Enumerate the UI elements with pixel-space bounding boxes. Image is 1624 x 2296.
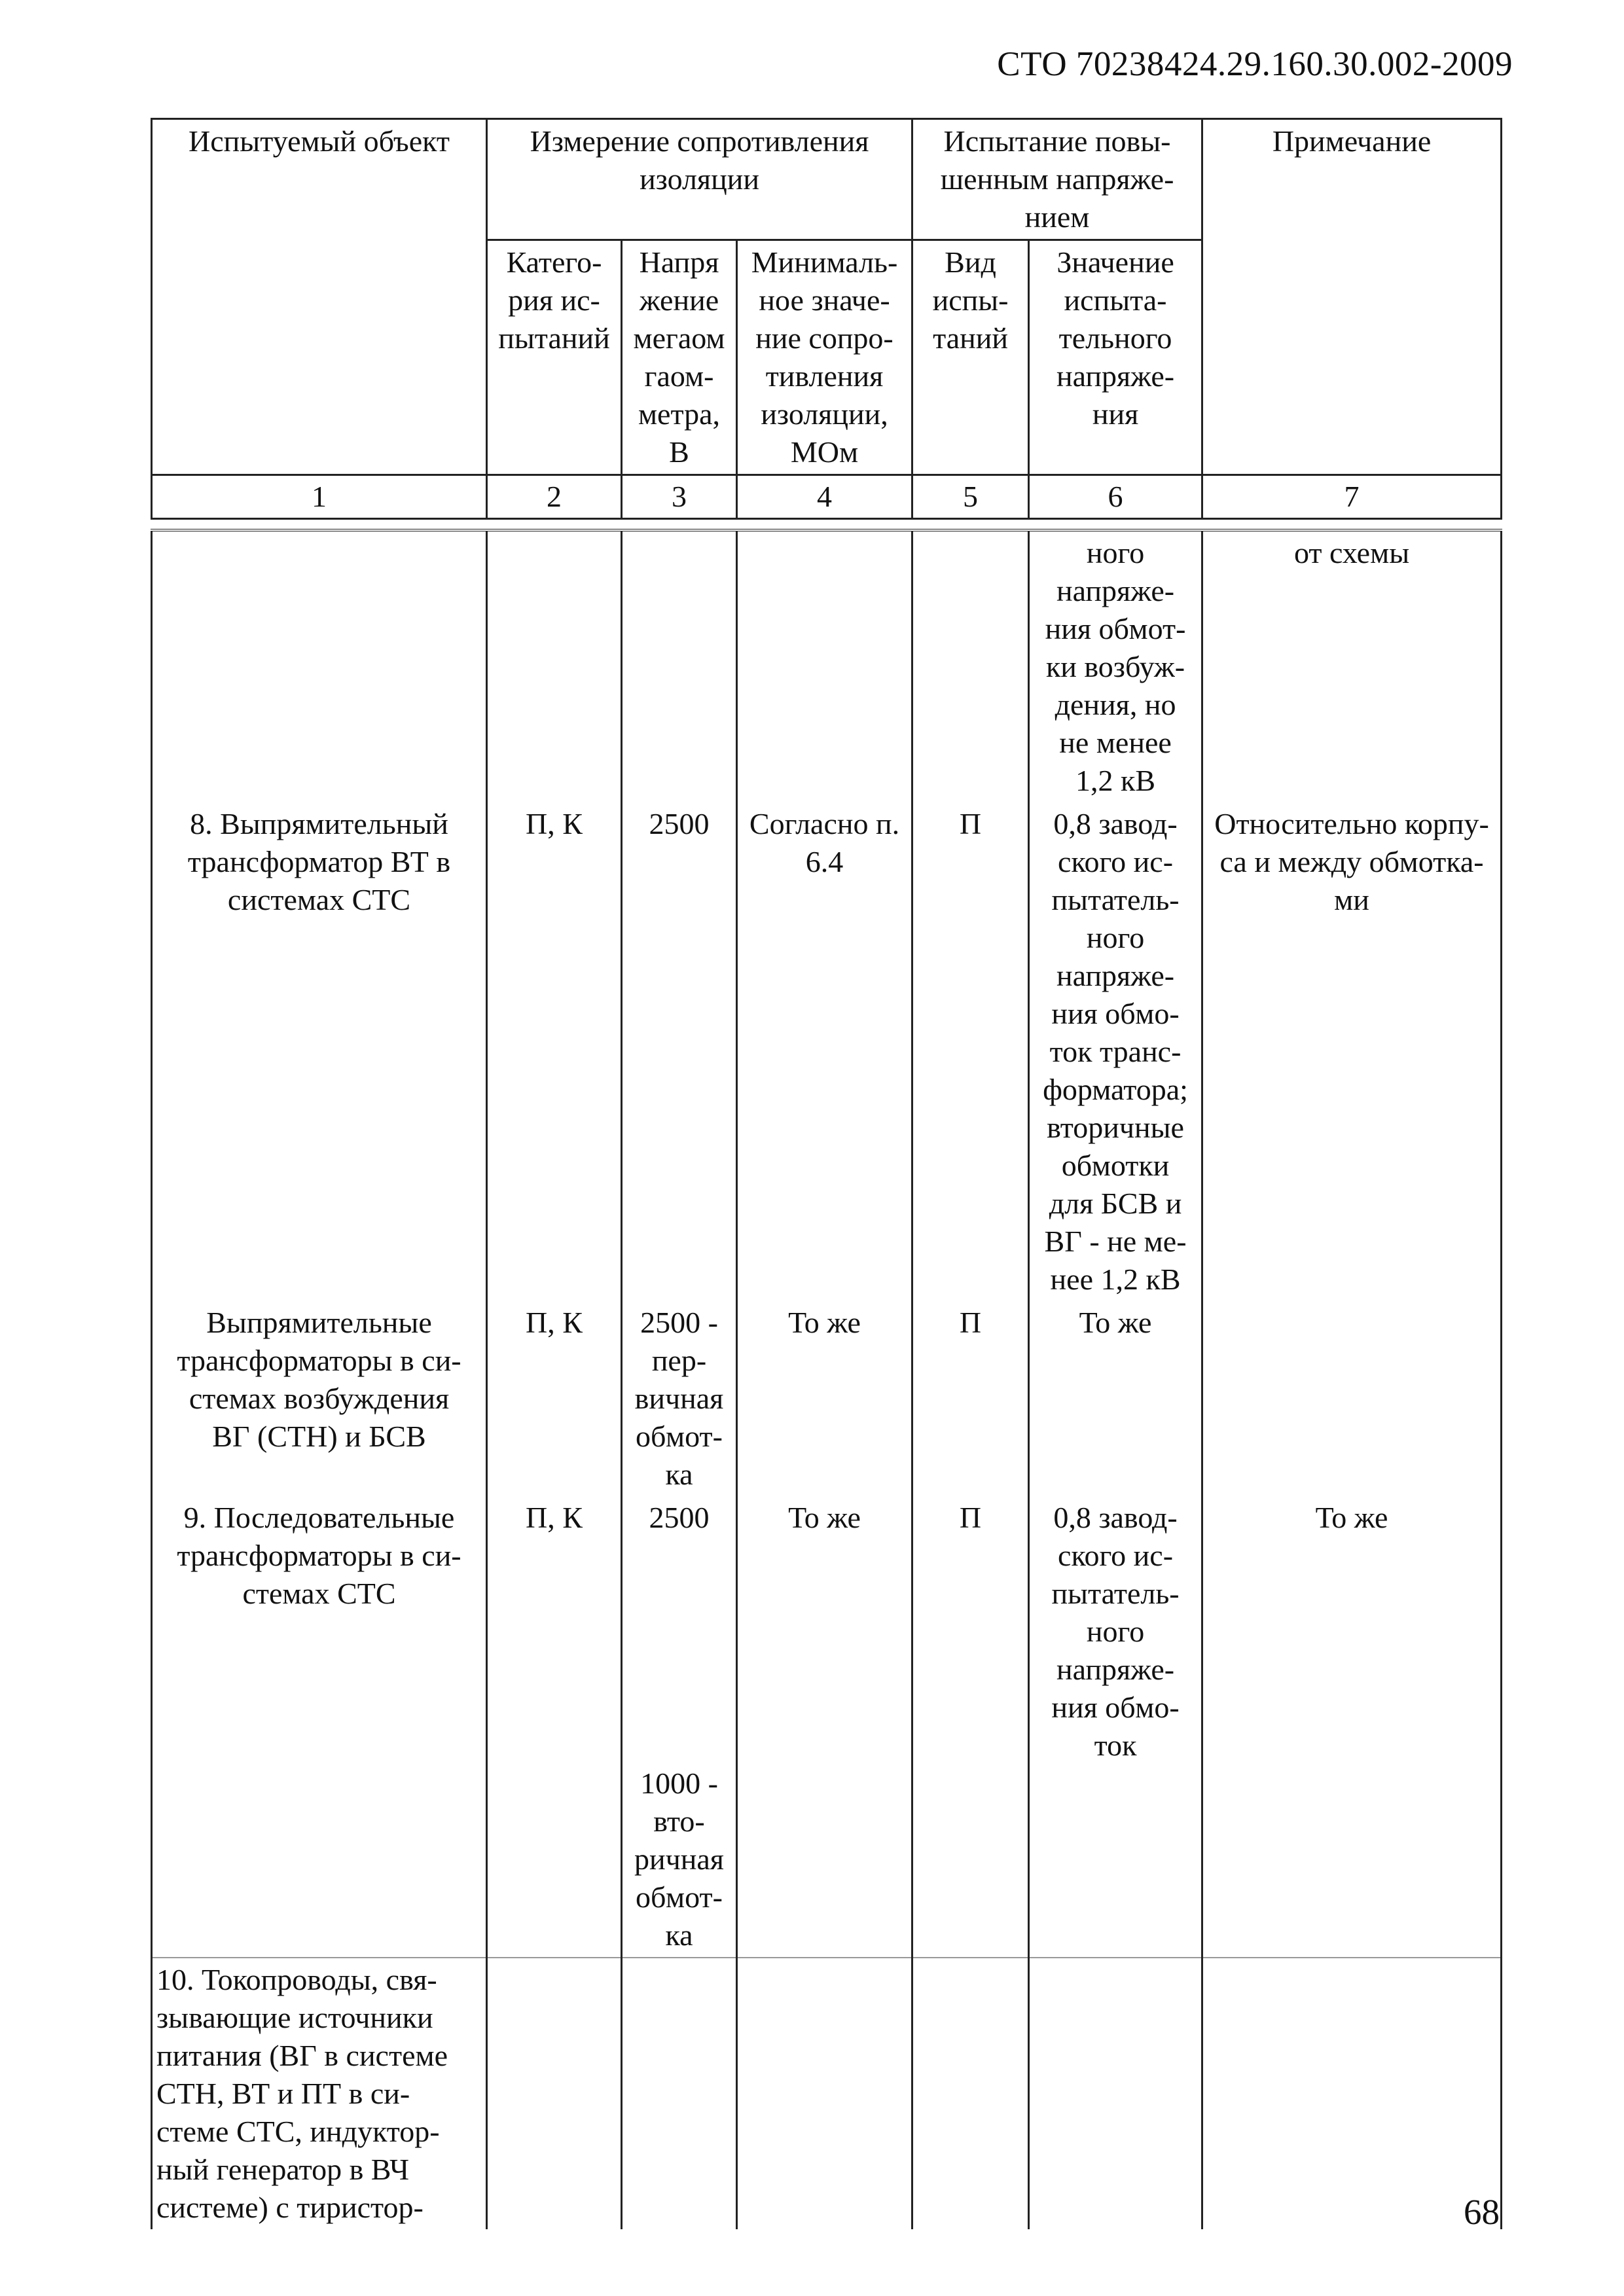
header-category: Катего- рия ис- пытаний	[487, 240, 622, 475]
cell-category: П, К	[487, 802, 622, 1301]
cell-test-value: ного напряже- ния обмот- ки возбуж- дения, но не менее 1,2 кВ	[1029, 530, 1202, 802]
column-number: 6	[1029, 475, 1202, 519]
header-min-resistance: Минималь- ное значе- ние сопро- тивления изоляции, МОм	[737, 240, 912, 475]
cell-test-type: П	[912, 1301, 1029, 1496]
column-number-row	[152, 475, 1502, 519]
cell-note: Относительно корпу- са и между обмотка- ми	[1202, 802, 1502, 1301]
column-number: 4	[737, 475, 912, 519]
cell-min-resistance: То же	[737, 1496, 912, 1958]
table-row	[152, 1301, 1502, 1496]
cell-object: 10. Токопроводы, свя- зывающие источники питания (ВГ в системе СТН, ВТ и ПТ в си- стеме СТС, индуктор- ный генератор в ВЧ системе) с тиристор-	[152, 1958, 487, 2229]
cell-category: П, К	[487, 1496, 622, 1958]
page-number: 68	[1464, 2192, 1500, 2232]
column-number: 3	[622, 475, 737, 519]
cell-note: То же	[1202, 1496, 1502, 1958]
table-row	[152, 1958, 1502, 2229]
column-number: 1	[152, 475, 487, 519]
table-row	[152, 530, 1502, 802]
cell-test-value: 0,8 завод- ского ис- пытатель- ного напряже- ния обмо- ток	[1029, 1496, 1202, 1958]
header-test-type: Вид испы- таний	[912, 240, 1029, 475]
cell-test-type	[912, 1958, 1029, 2229]
table-row	[152, 1496, 1502, 1958]
test-table	[151, 118, 1502, 2229]
document-code: СТО 70238424.29.160.30.002-2009	[997, 45, 1513, 83]
cell-category	[487, 1958, 622, 2229]
cell-object	[152, 530, 487, 802]
column-number: 2	[487, 475, 622, 519]
cell-voltage: 2500	[622, 802, 737, 1301]
cell-test-type: П	[912, 1496, 1029, 1958]
cell-test-value: То же	[1029, 1301, 1202, 1496]
cell-object: 8. Выпрямительный трансформатор ВТ в системах СТС	[152, 802, 487, 1301]
cell-category	[487, 530, 622, 802]
table-row	[152, 802, 1502, 1301]
cell-min-resistance: Согласно п. 6.4	[737, 802, 912, 1301]
cell-voltage	[622, 1958, 737, 2229]
cell-voltage: 2500 1000 - вто- ричная обмот- ка	[622, 1496, 737, 1958]
header-note: Примечание	[1202, 119, 1502, 475]
header-megohmmeter-voltage: Напря жение мегаом гаом- метра, В	[622, 240, 737, 475]
cell-note	[1202, 1958, 1502, 2229]
cell-object: Выпрямительные трансформаторы в си- стемах возбуждения ВГ (СТН) и БСВ	[152, 1301, 487, 1496]
header-overvoltage-group: Испытание повы- шенным напряже- нием	[912, 119, 1202, 240]
cell-test-type: П	[912, 802, 1029, 1301]
header-test-voltage: Значение испыта- тельного напряже- ния	[1029, 240, 1202, 475]
cell-category: П, К	[487, 1301, 622, 1496]
cell-test-value: 0,8 завод- ского ис- пытатель- ного напряже- ния обмо- ток транс- форматора; вторичные обмотки для БСВ и ВГ - не ме- нее 1,2 кВ	[1029, 802, 1202, 1301]
cell-note: от схемы	[1202, 530, 1502, 802]
cell-min-resistance: То же	[737, 1301, 912, 1496]
cell-note	[1202, 1301, 1502, 1496]
cell-voltage	[622, 530, 737, 802]
cell-object: 9. Последовательные трансформаторы в си- стемах СТС	[152, 1496, 487, 1958]
cell-min-resistance	[737, 530, 912, 802]
header-row-1	[152, 119, 1502, 240]
cell-voltage: 2500 - пер- вичная обмот- ка	[622, 1301, 737, 1496]
cell-test-value	[1029, 1958, 1202, 2229]
column-number: 5	[912, 475, 1029, 519]
cell-min-resistance	[737, 1958, 912, 2229]
column-number: 7	[1202, 475, 1502, 519]
header-object: Испытуемый объект	[152, 119, 487, 475]
header-insulation-group: Измерение сопротивления изоляции	[487, 119, 912, 240]
cell-test-type	[912, 530, 1029, 802]
